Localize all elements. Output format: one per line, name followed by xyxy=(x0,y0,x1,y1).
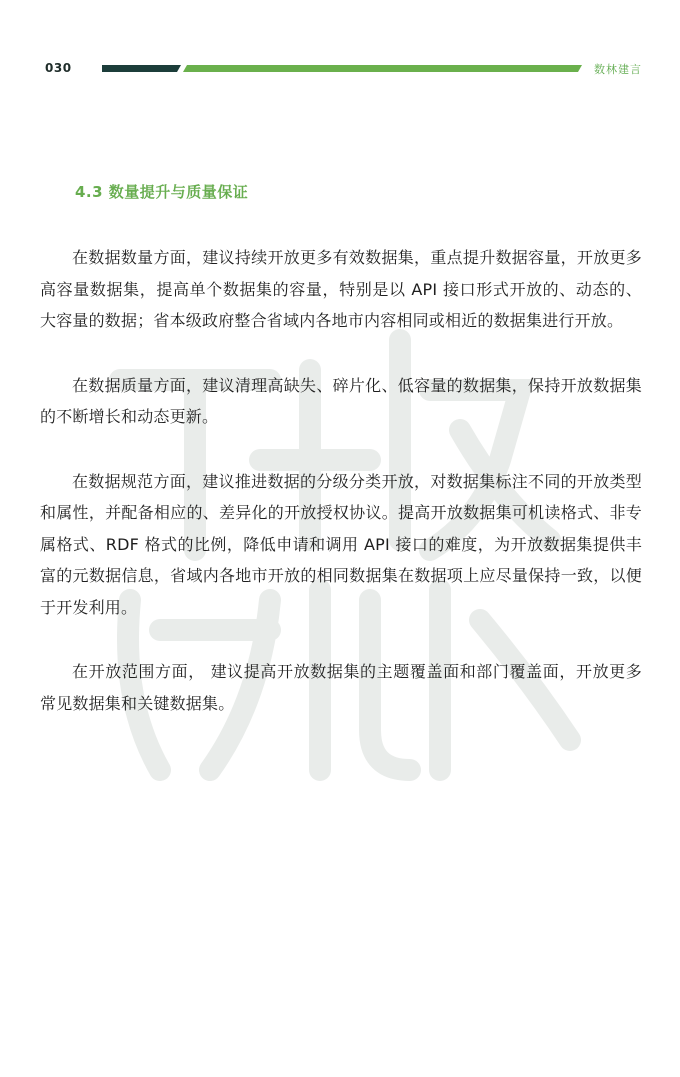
paragraph-data-quality: 在数据质量方面，建议清理高缺失、碎片化、低容量的数据集，保持开放数据集的不断增长和动态更新。 xyxy=(40,375,642,426)
header-divider xyxy=(102,65,582,72)
paragraph-data-quantity: 在数据数量方面，建议持续开放更多有效数据集，重点提升数据容量，开放更多高容量数据集，提高单个数据集的容量，特别是以 API 接口形式开放的、动态的、大容量的数据；省本级政府整合省域内各地市内容相同或相近的数据集进行开放。 xyxy=(40,248,642,330)
header-divider-green-segment xyxy=(183,65,582,72)
page-number: 030 xyxy=(45,61,72,75)
body-text xyxy=(40,242,642,752)
section-heading: 4.3 数量提升与质量保证 xyxy=(75,183,249,201)
paragraph-data-standards: 在数据规范方面，建议推进数据的分级分类开放，对数据集标注不同的开放类型和属性，并配备相应的、差异化的开放授权协议。提高开放数据集可机读格式、非专属格式、RDF 格式的比例，降低申请和调用 API 接口的难度，为开放数据集提供丰富的元数据信息，省域内各地市开放的相同数据集在数据项上应尽量保持一致，以便于开发利用。 xyxy=(40,471,642,617)
brand-label: 数林建言 xyxy=(594,63,642,76)
paragraph-open-scope: 在开放范围方面， 建议提高开放数据集的主题覆盖面和部门覆盖面，开放更多常见数据集和关键数据集。 xyxy=(40,662,642,713)
header-divider-dark-segment xyxy=(102,65,181,72)
